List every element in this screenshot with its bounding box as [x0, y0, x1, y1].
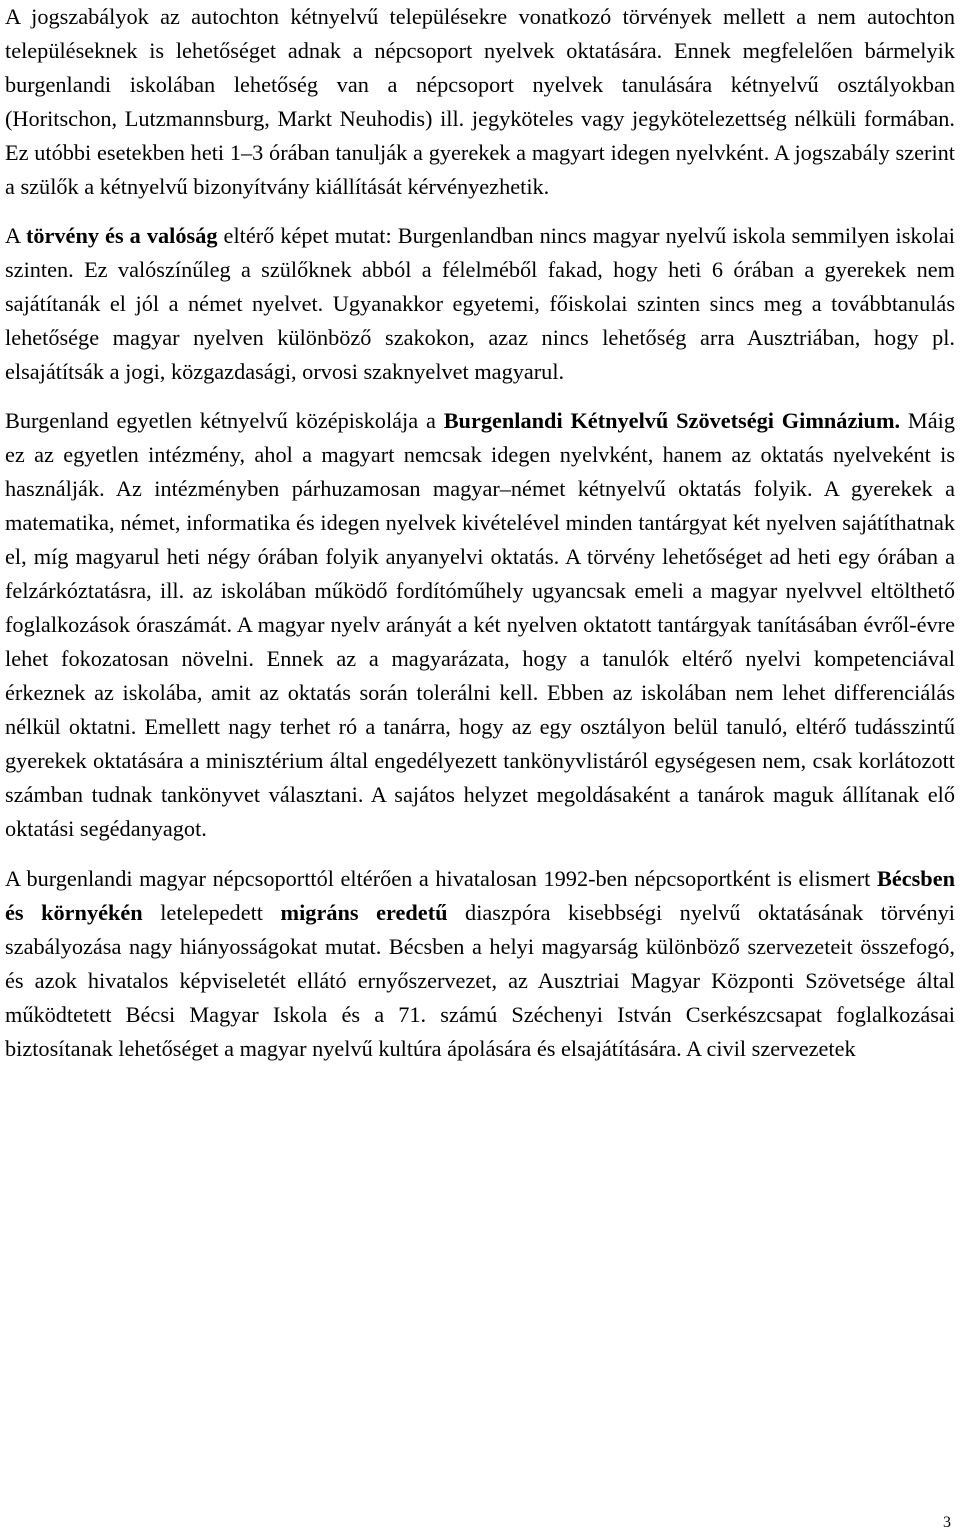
paragraph-legal-framework	[5, 0, 955, 204]
text-segment: Máig ez az egyetlen intézmény, ahol a magyart nemcsak idegen nyelvként, hanem az oktatás nyelveként is használják. Az intézményben párhuzamosan magyar–német kétnyelvű oktatás folyik. A gyerekek a matematika, német, informatika és idegen nyelvek kivételével minden tantárgyat két nyelven sajátíthatnak el, míg magyarul heti négy órában folyik anyanyelvi oktatás. A törvény lehetőséget ad heti egy órában a felzárkóztatásra, ill. az iskolában működő fordítóműhely ugyancsak emeli a magyar nyelvvel eltölthető foglalkozások óraszámát. A magyar nyelv arányát a két nyelven oktatott tantárgyak tanításában évről-évre lehet fokozatosan növelni. Ennek az a magyarázata, hogy a tanulók eltérő nyelvi kompetenciával érkeznek az iskolába, amit az oktatás során tolerálni kell. Ebben az iskolában nem lehet differenciálás nélkül oktatni. Emellett nagy terhet ró a tanárra, hogy az egy osztályon belül tanuló, eltérő tudásszintű gyerekek oktatására a minisztérium által engedélyezett tankönyvlistáról egységesen nem, csak korlátozott számban tudnak tankönyvet választani. A sajátos helyzet megoldásaként a tanárok maguk állítanak elő oktatási segédanyagot.	[5, 408, 955, 841]
text-segment: A jogszabályok az autochton kétnyelvű településekre vonatkozó törvények mellett a nem autochton településeknek is lehetőséget adnak a népcsoport nyelvek oktatására. Ennek megfelelően bármelyik burgenlandi iskolában lehetőség van a népcsoport nyelvek tanulására kétnyelvű osztályokban (Horitschon, Lutzmannsburg, Markt Neuhodis) ill. jegyköteles vagy jegykötelezettség nélküli formában. Ez utóbbi esetekben heti 1–3 órában tanulják a gyerekek a magyart idegen nyelvként. A jogszabály szerint a szülők a kétnyelvű bizonyítvány kiállítását kérvényezhetik.	[5, 4, 955, 199]
text-segment: A	[5, 223, 26, 248]
text-segment: diaszpóra kisebbségi nyelvű oktatásának törvényi szabályozása nagy hiányosságokat mutat. Bécsben a helyi magyarság különböző szervezeteit összefogó, és azok hivatalos képviseletét ellátó ernyőszervezet, az Ausztriai Magyar Központi Szövetsége által működtetett Bécsi Magyar Iskola és a 71. számú Széchenyi István Cserkészcsapat foglalkozásai biztosítanak lehetőséget a magyar nyelvű kultúra ápolására és elsajátítására. A civil szervezetek	[5, 900, 955, 1061]
bold-phrase: törvény és a valóság	[25, 223, 218, 248]
paragraph-law-and-reality	[5, 219, 955, 389]
text-segment: letelepedett	[142, 900, 281, 925]
bold-phrase: Burgenlandi Kétnyelvű Szövetségi Gimnázium.	[443, 408, 901, 433]
paragraph-bilingual-gymnasium	[5, 404, 955, 846]
paragraph-vienna-diaspora	[5, 862, 955, 1066]
bold-phrase: migráns eredetű	[280, 900, 448, 925]
document-page	[5, 0, 955, 1066]
text-segment: A burgenlandi magyar népcsoporttól eltérően a hivatalosan 1992-ben népcsoportként is elismert	[5, 866, 877, 891]
text-segment: Burgenland egyetlen kétnyelvű középiskolája a	[5, 408, 444, 433]
bold-phrase: Bécsben és környékén	[5, 866, 955, 925]
page-number: 3	[943, 1514, 951, 1531]
text-segment: eltérő képet mutat: Burgenlandban nincs magyar nyelvű iskola semmilyen iskolai szinten. Ez valószínűleg a szülőknek abból a félelméből fakad, hogy heti 6 órában a gyerekek nem sajátítanák el jól a német nyelvet. Ugyanakkor egyetemi, főiskolai szinten sincs meg a továbbtanulás lehetősége magyar nyelven különböző szakokon, azaz nincs lehetőség arra Ausztriában, hogy pl. elsajátítsák a jogi, közgazdasági, orvosi szaknyelvet magyarul.	[5, 223, 956, 384]
